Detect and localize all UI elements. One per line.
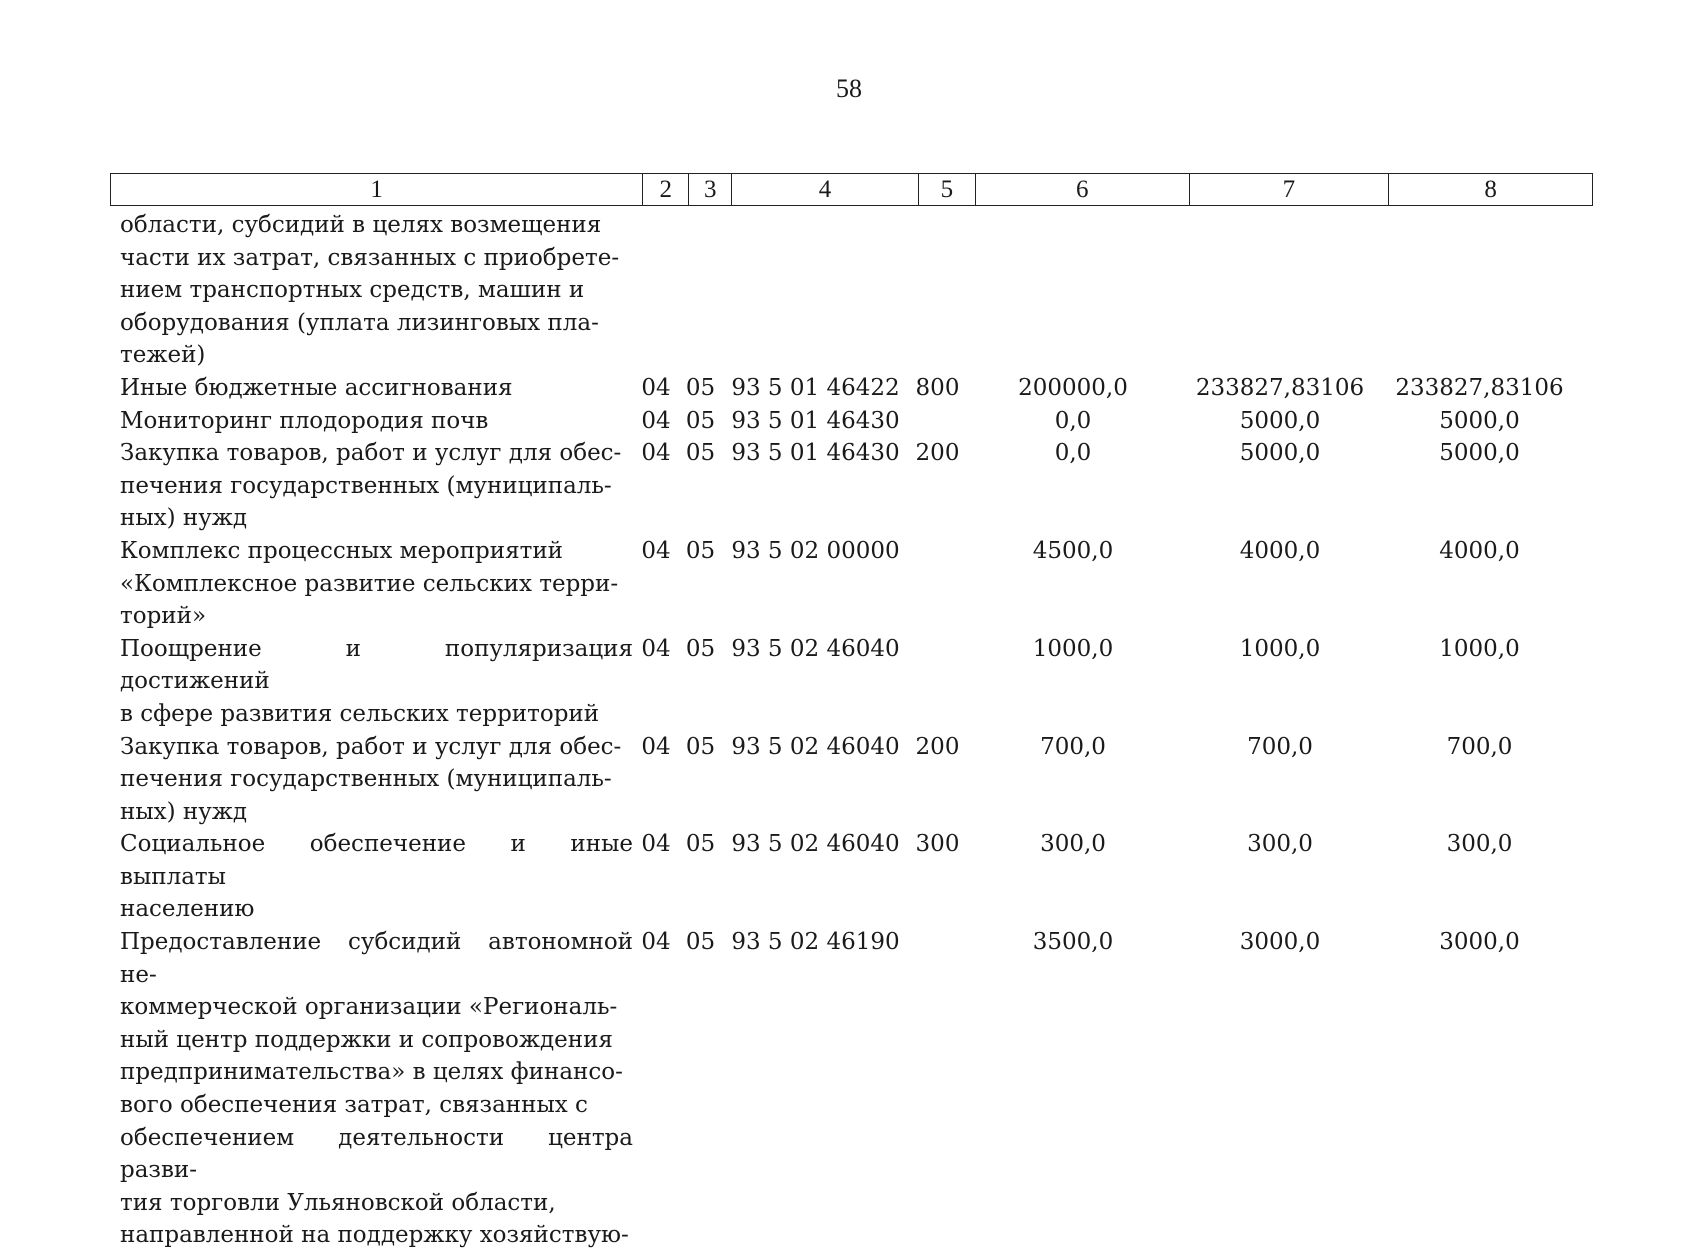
row-expense-type (909, 926, 966, 1252)
row-target-article: 93 5 02 46040 (731, 831, 900, 858)
row-subsection: 05 (685, 635, 716, 662)
row-amount-col7: 233827,83106 (1195, 374, 1365, 401)
column-header-7: 7 (1190, 174, 1390, 205)
row-amount-col7: 1000,0 (1239, 635, 1321, 662)
row-name: Иные бюджетные ассигнования (120, 374, 513, 401)
row-name: Мониторинг плодородия почв (120, 407, 489, 434)
row-amount-col7: 5000,0 (1239, 407, 1321, 434)
table-row (110, 926, 1593, 1252)
row-amount-col6: 1000,0 (1032, 635, 1114, 662)
row-expense-type (909, 633, 966, 731)
row-amount-col7: 5000,0 (1239, 440, 1321, 467)
row-section: 04 (641, 635, 671, 662)
row-section: 04 (641, 537, 671, 564)
row-amount-col8: 1000,0 (1439, 635, 1520, 662)
row-target-article: 93 5 02 46190 (731, 929, 900, 956)
row-target-article: 93 5 02 00000 (731, 537, 900, 564)
row-amount-col6: 0,0 (1054, 407, 1092, 434)
row-expense-type: 200 (915, 733, 960, 760)
row-subsection (679, 209, 722, 372)
row-amount-col6: 0,0 (1054, 440, 1092, 467)
row-amount-col8: 700,0 (1446, 733, 1513, 760)
row-expense-type (909, 209, 966, 372)
column-header-3: 3 (689, 174, 732, 205)
row-amount-col6 (966, 209, 1180, 372)
row-amount-col8: 4000,0 (1439, 537, 1520, 564)
row-expense-type: 800 (915, 374, 960, 401)
column-header-8: 8 (1484, 176, 1497, 203)
row-amount-col7: 300,0 (1247, 831, 1313, 858)
table-row (110, 405, 1593, 438)
row-amount-col8: 300,0 (1446, 831, 1513, 858)
row-section (633, 209, 679, 372)
row-amount-col8: 5000,0 (1439, 440, 1520, 467)
row-section: 04 (641, 407, 671, 434)
table-row (110, 209, 1593, 372)
row-subsection: 05 (685, 929, 716, 956)
row-amount-col8 (1380, 209, 1579, 372)
row-name: Комплекс процессных мероприятий «Комплексное развитие сельских терри- торий» (120, 537, 619, 630)
row-name: Поощрение и популяризация достижений в сфере развития сельских территорий (120, 635, 633, 727)
row-amount-col7: 4000,0 (1239, 537, 1321, 564)
row-name: Закупка товаров, работ и услуг для обес- печения государственных (муниципаль- ных) нужд (120, 733, 622, 825)
row-amount-col7: 700,0 (1247, 733, 1313, 760)
row-amount-col6: 4500,0 (1032, 537, 1114, 564)
row-section: 04 (641, 374, 671, 401)
table-row (110, 372, 1593, 405)
row-amount-col7: 3000,0 (1239, 929, 1321, 956)
column-header-6: 6 (976, 174, 1190, 205)
table-row (110, 731, 1593, 829)
row-expense-type (909, 405, 966, 438)
row-name: Социальное обеспечение и иные выплаты населению (120, 831, 633, 923)
row-target-article: 93 5 02 46040 (731, 733, 900, 760)
row-amount-col6: 200000,0 (1018, 374, 1128, 401)
row-target-article: 93 5 02 46040 (731, 635, 900, 662)
row-section: 04 (641, 733, 671, 760)
row-amount-col6: 300,0 (1040, 831, 1106, 858)
table-row (110, 828, 1593, 926)
row-expense-type: 200 (915, 440, 960, 467)
row-amount-col8: 3000,0 (1439, 929, 1520, 956)
column-header-5: 5 (919, 174, 976, 205)
row-amount-col8: 233827,83106 (1395, 374, 1564, 401)
row-target-article: 93 5 01 46430 (731, 407, 900, 434)
row-subsection: 05 (685, 831, 716, 858)
row-subsection: 05 (685, 407, 716, 434)
column-header-2: 2 (643, 174, 689, 205)
column-header-1: 1 (111, 174, 643, 205)
row-target-article: 93 5 01 46430 (731, 440, 900, 467)
table-header (110, 173, 1593, 206)
row-section: 04 (641, 440, 671, 467)
table-row (110, 535, 1593, 633)
row-target-article: 93 5 01 46422 (731, 374, 900, 401)
row-expense-type: 300 (915, 831, 960, 858)
row-amount-col7 (1180, 209, 1380, 372)
row-subsection: 05 (685, 733, 716, 760)
table-row (110, 437, 1593, 535)
row-name: Закупка товаров, работ и услуг для обес- печения государственных (муниципаль- ных) нужд (120, 440, 622, 532)
row-subsection: 05 (685, 537, 716, 564)
row-subsection: 05 (685, 374, 716, 401)
row-expense-type (909, 535, 966, 633)
table-body (110, 209, 1593, 1252)
row-amount-col6: 700,0 (1040, 733, 1106, 760)
row-name: области, субсидий в целях возмещения части их затрат, связанных с приобрете- нием транспортных средств, машин и оборудования (уплата лизинговых пла- тежей) (120, 212, 620, 369)
row-name: Предоставление субсидий автономной не- коммерческой организации «Региональ- ный центр поддержки и сопровождения предпринимательства» в целях финансо- вого обеспечения затрат, связанных с обеспечением деятельности центра разви- тия торговли Ульяновской области, направленной на поддержку хозяйствую- (120, 929, 633, 1249)
row-subsection: 05 (685, 440, 716, 467)
table-row (110, 633, 1593, 731)
row-amount-col6: 3500,0 (1032, 929, 1114, 956)
row-target-article (722, 209, 909, 372)
row-section: 04 (641, 929, 671, 956)
row-section: 04 (641, 831, 671, 858)
row-amount-col8: 5000,0 (1439, 407, 1520, 434)
page-number: 58 (836, 74, 862, 103)
column-header-4: 4 (732, 174, 919, 205)
